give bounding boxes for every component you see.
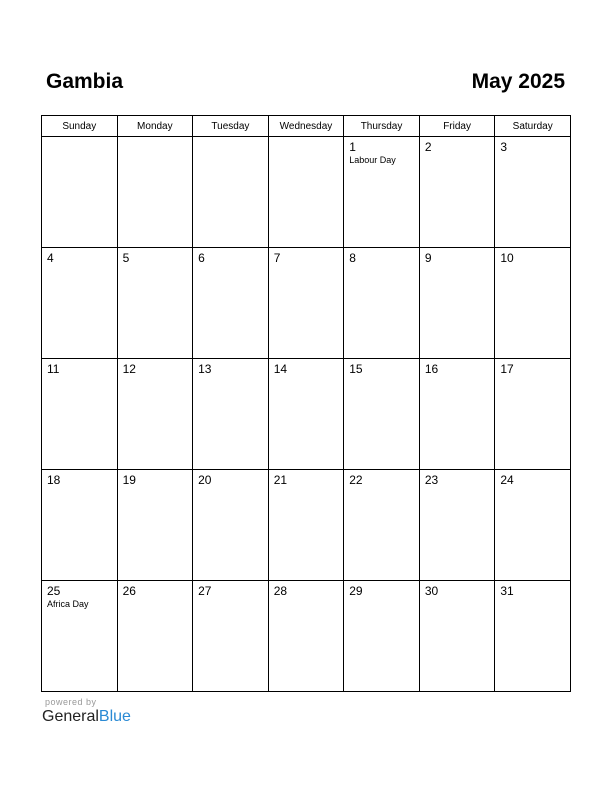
day-number: 16	[424, 362, 439, 376]
day-number: 6	[198, 251, 205, 265]
day-number: 18	[47, 473, 61, 487]
day-cell	[344, 581, 420, 692]
day-number: 12	[122, 362, 136, 376]
day-cell	[193, 581, 269, 692]
day-cell	[193, 248, 269, 359]
day-cell	[344, 137, 420, 248]
day-cell	[193, 470, 269, 581]
day-number: 9	[424, 251, 432, 265]
day-number: 7	[273, 251, 281, 265]
day-number: 30	[424, 584, 439, 598]
weekday-header: Saturday	[495, 116, 571, 137]
day-number: 28	[273, 584, 288, 598]
day-number: 20	[198, 473, 212, 487]
day-number	[269, 137, 344, 140]
day-number: 8	[349, 251, 356, 265]
day-cell	[117, 470, 193, 581]
day-cell	[268, 248, 344, 359]
day-number: 19	[122, 473, 136, 487]
day-cell	[268, 470, 344, 581]
day-cell	[419, 248, 495, 359]
day-cell	[117, 359, 193, 470]
day-number: 17	[500, 362, 514, 376]
logo-text-blue: Blue	[98, 708, 131, 725]
generalblue-logo[interactable]	[42, 708, 131, 726]
country-title: Gambia	[46, 70, 124, 93]
day-cell	[42, 470, 118, 581]
day-number: 15	[349, 362, 363, 376]
day-number: 31	[500, 584, 514, 598]
holiday-label: Labour Day	[349, 155, 396, 165]
day-number: 1	[349, 140, 356, 154]
weekday-header: Friday	[419, 116, 495, 137]
weekday-header: Monday	[117, 116, 193, 137]
weekday-header: Wednesday	[268, 116, 344, 137]
day-cell	[344, 470, 420, 581]
week-row	[42, 137, 571, 248]
day-cell	[495, 137, 571, 248]
day-number: 14	[273, 362, 288, 376]
day-number: 24	[500, 473, 514, 487]
day-cell	[419, 359, 495, 470]
day-number: 27	[198, 584, 212, 598]
day-cell	[268, 581, 344, 692]
day-cell	[42, 581, 118, 692]
day-cell	[419, 137, 495, 248]
powered-by-text: powered by	[45, 697, 97, 707]
day-cell	[344, 359, 420, 470]
day-cell	[42, 359, 118, 470]
week-row	[42, 581, 571, 692]
calendar-grid	[41, 115, 571, 692]
day-number: 23	[424, 473, 439, 487]
day-number: 26	[122, 584, 136, 598]
day-cell	[495, 470, 571, 581]
month-year-title: May 2025	[471, 70, 565, 93]
day-number: 11	[47, 362, 60, 376]
day-number: 13	[198, 362, 212, 376]
day-cell	[419, 581, 495, 692]
week-row	[42, 248, 571, 359]
day-number: 21	[273, 473, 288, 487]
day-cell	[495, 359, 571, 470]
day-cell	[117, 581, 193, 692]
day-number: 10	[500, 251, 514, 265]
weekday-header-row	[42, 116, 571, 137]
day-cell	[419, 470, 495, 581]
day-cell	[495, 581, 571, 692]
day-cell	[344, 248, 420, 359]
holiday-label: Africa Day	[47, 599, 89, 609]
day-cell	[268, 137, 344, 248]
day-number: 22	[349, 473, 363, 487]
day-cell	[193, 137, 269, 248]
day-cell	[117, 248, 193, 359]
day-number	[118, 137, 193, 140]
day-cell	[42, 248, 118, 359]
day-number: 4	[47, 251, 54, 265]
day-cell	[193, 359, 269, 470]
week-row	[42, 359, 571, 470]
week-row	[42, 470, 571, 581]
day-number	[193, 137, 268, 140]
day-cell	[495, 248, 571, 359]
weekday-header: Sunday	[42, 116, 118, 137]
day-number	[42, 137, 117, 140]
weekday-header: Thursday	[344, 116, 420, 137]
day-number: 25	[47, 584, 61, 598]
day-number: 3	[500, 140, 508, 154]
logo-text-general: General	[42, 708, 99, 725]
day-number: 29	[349, 584, 363, 598]
day-cell	[268, 359, 344, 470]
day-number: 2	[424, 140, 432, 154]
weekday-header: Tuesday	[193, 116, 269, 137]
day-cell	[42, 137, 118, 248]
day-number: 5	[122, 251, 130, 265]
day-cell	[117, 137, 193, 248]
